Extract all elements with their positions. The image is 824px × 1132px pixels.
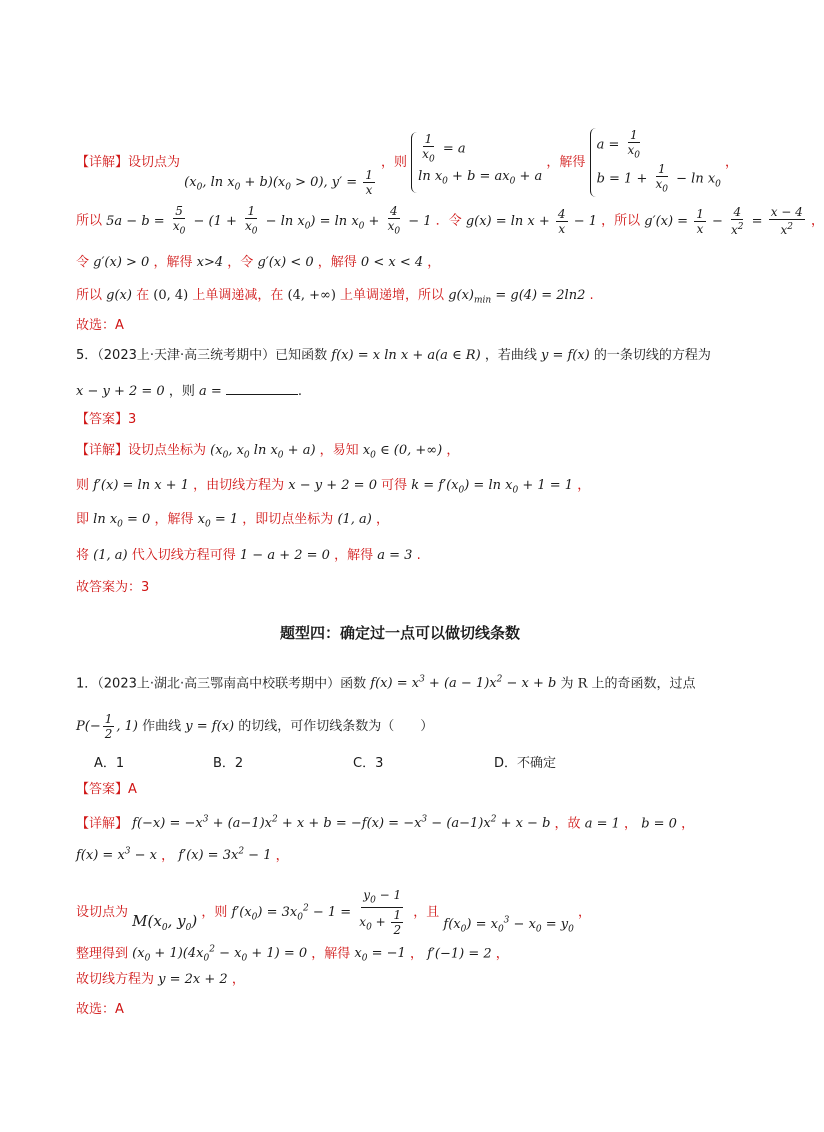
answer-blank [226,380,298,395]
formula-tangent-line: x − y + 2 = 0 [76,384,165,399]
option-a: A．1 [94,756,125,771]
formula-system-2: a = $\frac{1}{x_0}$ b = 1 + $\frac{1}{x_0}$ − $\ln x_0$ [590,128,721,197]
formula-point-p: P(− $\frac{1}{2}$ , 1) [76,712,138,741]
formula-g-min: $g(x)_{min} = g(4) = 2\ln 2$ [448,288,586,306]
formula-f: f(x) = x ln x + a(a ∈ R) [331,348,481,363]
question-1-line-2: P(− $\frac{1}{2}$ , 1) 作曲线 y = f(x) 的切线，可作切线条数为（ ） [76,712,434,741]
section-heading: 题型四：确定过一点可以做切线条数 [279,624,520,642]
formula-slope: $f'(x_0) = 3x_0^2 - 1$ = $y_0 - 1$ $x_0$ + $\frac{1}{2}$ [231,888,402,938]
detail-line-1: 【详解】设切点为 ($x_0$, $\ln x_0 + b)(x_0 > 0)$, y′ = $\frac{1}{x}$ ，则 $\frac{1}{x_0}$ = a $\ln x_0 + b = ax_0 + a$ ，解得 a = $\frac{1}{x_0}$ b = 1 + $\frac{1}{x_0}$ − $\ln x_0$ ， [76,128,739,197]
question-5-answer: 【答案】3 [76,412,137,427]
question-1-detail-2: $f(x) = x^3 - x$ ， $f'(x) = 3x^2 - 1$ ， [76,847,289,864]
option-b: B．2 [213,756,244,771]
formula-tangent-point: ($x_0$, $\ln x_0 + b)(x_0 > 0)$, y′ = $\frac{1}{x}$ [184,167,373,197]
detail-line-2: 所以 5a − b = $\frac{5}{x_0}$ − (1 + $\frac{1}{x_0}$ − $\ln x_0) = \ln x_0$ + $\frac{4}{x_0}$ − 1 ．令 g(x) = ln x + $\frac{4}{x}$ − 1 ，所以 g′(x) = $\frac{1}{x}$ − $\frac{4}{x^2}$ = $\frac{x - 4}{x^2}$ ， [76,204,824,238]
detail-final: 故选：A [76,318,124,333]
option-c: C．3 [353,756,384,771]
formula-g-prime: g′(x) = $\frac{1}{x}$ − $\frac{4}{x^2}$ = $\frac{x - 4}{x^2}$ [644,205,803,238]
option-d: D．不确定 [494,756,557,771]
question-5-detail-4: 将 (1, a) 代入切线方程可得 1 − a + 2 = 0 ，解得 a = 3 . [76,548,421,563]
formula-g: g(x) = ln x + $\frac{4}{x}$ − 1 [465,206,597,236]
formula-5a-b: 5a − b = $\frac{5}{x_0}$ − (1 + $\frac{1}{x_0}$ − $\ln x_0) = \ln x_0$ + $\frac{4}{x_0}$ − 1 [106,204,432,237]
question-5-detail-2: 则 f′(x) = ln x + 1 ，由切线方程为 x − y + 2 = 0 可得 $k = f'(x_0) = \ln x_0 + 1 = 1$ ， [76,478,591,496]
question-5-line-2: x − y + 2 = 0 ，则 a = . [76,380,302,402]
question-1-answer: 【答案】A [76,782,137,797]
question-1-detail-4: 整理得到 $(x_0 + 1)(4x_0^2 - x_0 + 1) = 0$ ，解得 $x_0 = -1$ ， f′(−1) = 2 ， [76,945,509,964]
detail-tag: 【详解】 [76,154,129,170]
question-1-detail-5: 故切线方程为 y = 2x + 2 ， [76,972,245,987]
detail-line-4: 所以 g(x) 在 (0, 4) 上单调递减，在 (4, +∞) 上单调递增，所以 $g(x)_{min} = g(4) = 2\ln 2$ . [76,288,594,306]
formula-f-cubic: $f(x) = x^3 + (a - 1)x^2 - x + b$ [370,675,557,692]
question-5-detail-1: 【详解】设切点坐标为 ($x_0$, $x_0$ $\ln x_0 + a$) ，易知 $x_0$ ∈ (0, +∞) ， [76,443,460,461]
detail-line-3: 令 g′(x) > 0 ，解得 x>4 ，令 g′(x) < 0 ，解得 0 < x < 4 ， [76,255,441,270]
formula-system-1: $\frac{1}{x_0}$ = a $\ln x_0 + b = ax_0 + a$ [411,132,542,193]
question-1-line-1: 1．（2023上·湖北·高三鄂南高中校联考期中）函数 $f(x) = x^3 + (a - 1)x^2 - x + b$ 为 R 上的奇函数，过点 [76,675,696,692]
question-5-final: 故答案为：3 [76,580,150,595]
question-5-line-1: 5．（2023上·天津·高三统考期中）已知函数 f(x) = x ln x + a(a ∈ R) ，若曲线 y = f(x) 的一条切线的方程为 [76,348,711,363]
question-5-detail-3: 即 $\ln x_0 = 0$ ，解得 $x_0 = 1$ ，即切点坐标为 (1, a) ， [76,512,390,530]
question-1-detail-3: 设切点为 $M(x_0$, $y_0$) ，则 $f'(x_0) = 3x_0^2 - 1$ = $y_0 - 1$ $x_0$ + $\frac{1}{2}$ ，且 $f(x_0) = x_0^3 - x_0 = y_0$ ， [76,888,592,938]
question-1-final: 故选：A [76,1002,124,1017]
question-1-detail-1: 【详解】 $f(-x) = -x^3 + (a-1)x^2 + x + b = -f(x) = -x^3 - (a-1)x^2 + x - b$ ，故 a = 1 ， b = 0 ， [76,815,695,832]
